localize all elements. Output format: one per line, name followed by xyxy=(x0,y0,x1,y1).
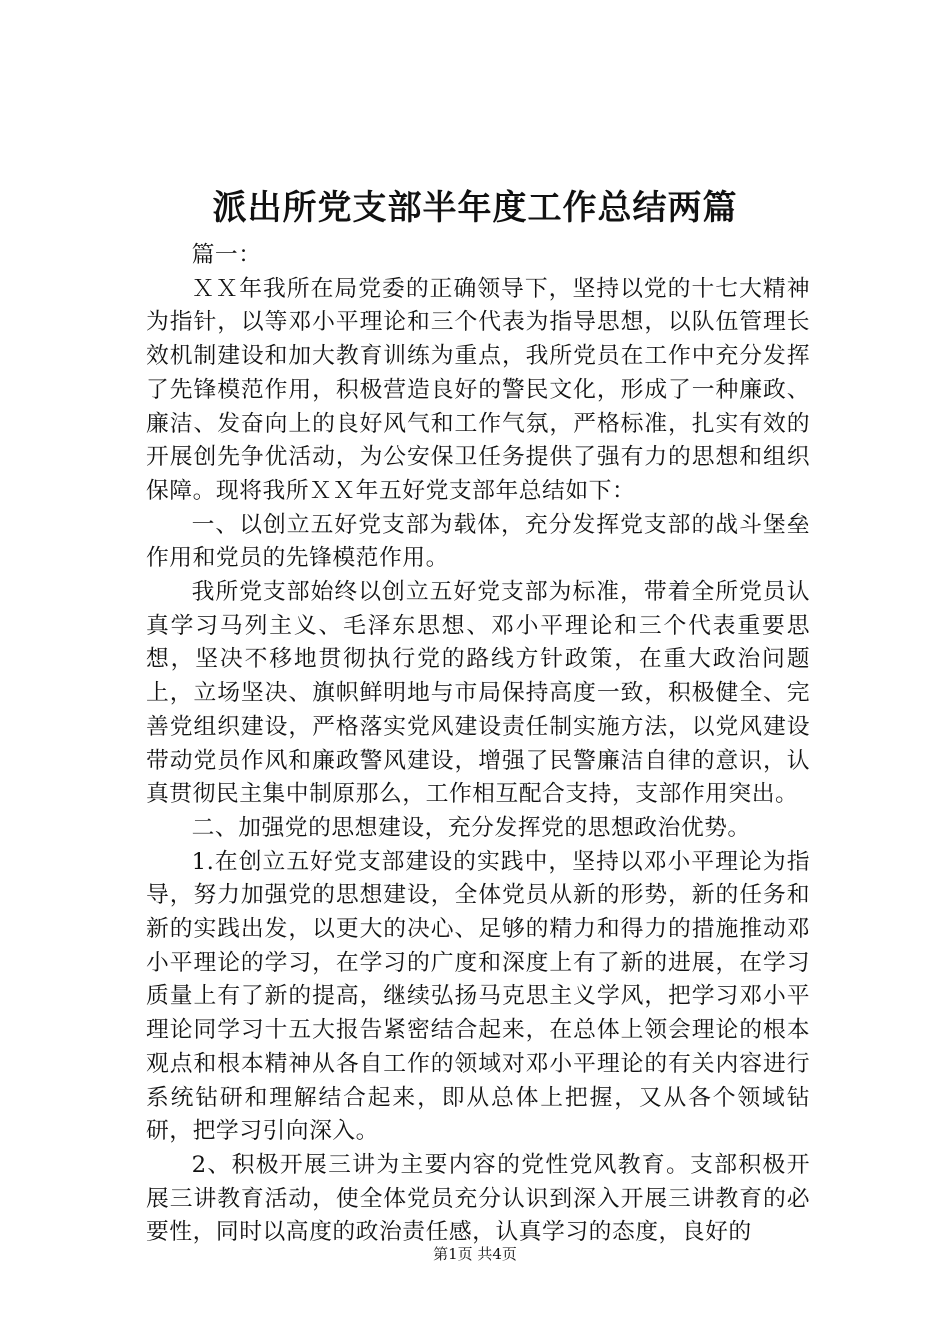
paragraph-section-heading: 一、以创立五好党支部为载体，充分发挥党支部的战斗堡垒作用和党员的先锋模范作用。 xyxy=(146,511,810,572)
paragraph: ＸＸ年我所在局党委的正确领导下，坚持以党的十七大精神为指针，以等邓小平理论和三个代表为指导思想，以队伍管理长效机制建设和加大教育训练为重点，我所党员在工作中充分发挥了先锋模范作用，积极营造良好的警民文化，形成了一种廉政、廉洁、发奋向上的良好风气和工作气氛，严格标准，扎实有效的开展创先争优活动，为公安保卫任务提供了强有力的思想和组织保障。现将我所ＸＸ年五好党支部年总结如下： xyxy=(146,275,810,504)
page-number-footer: 第1页 共4页 xyxy=(433,1245,517,1263)
paragraph: 1.在创立五好党支部建设的实践中，坚持以邓小平理论为指导，努力加强党的思想建设，全体党员从新的形势，新的任务和新的实践出发，以更大的决心、足够的精力和得力的措施推动邓小平理论的学习，在学习的广度和深度上有了新的进展，在学习质量上有了新的提高，继续弘扬马克思主义学风，把学习邓小平理论同学习十五大报告紧密结合起来，在总体上领会理论的根本观点和根本精神从各自工作的领域对邓小平理论的有关内容进行系统钻研和理解结合起来，即从总体上把握，又从各个领域钻研，把学习引向深入。 xyxy=(146,848,810,1145)
document-body xyxy=(146,239,810,1250)
paragraph: 2、积极开展三讲为主要内容的党性党风教育。支部积极开展三讲教育活动，使全体党员充分认识到深入开展三讲教育的必要性，同时以高度的政治责任感，认真学习的态度，良好的 xyxy=(146,1151,810,1246)
paragraph-heading-part-one: 篇一： xyxy=(191,242,262,268)
paragraph-section-heading: 二、加强党的思想建设，充分发挥党的思想政治优势。 xyxy=(191,814,751,841)
document-title: 派出所党支部半年度工作总结两篇 xyxy=(212,188,738,228)
paragraph: 我所党支部始终以创立五好党支部为标准，带着全所党员认真学习马列主义、毛泽东思想、邓小平理论和三个代表重要思想，坚决不移地贯彻执行党的路线方针政策，在重大政治问题上，立场坚决、旗帜鲜明地与市局保持高度一致，积极健全、完善党组织建设，严格落实党风建设责任制实施方法，以党风建设带动党员作风和廉政警风建设，增强了民警廉洁自律的意识，认真贯彻民主集中制原那么，工作相互配合支持，支部作用突出。 xyxy=(146,579,810,808)
